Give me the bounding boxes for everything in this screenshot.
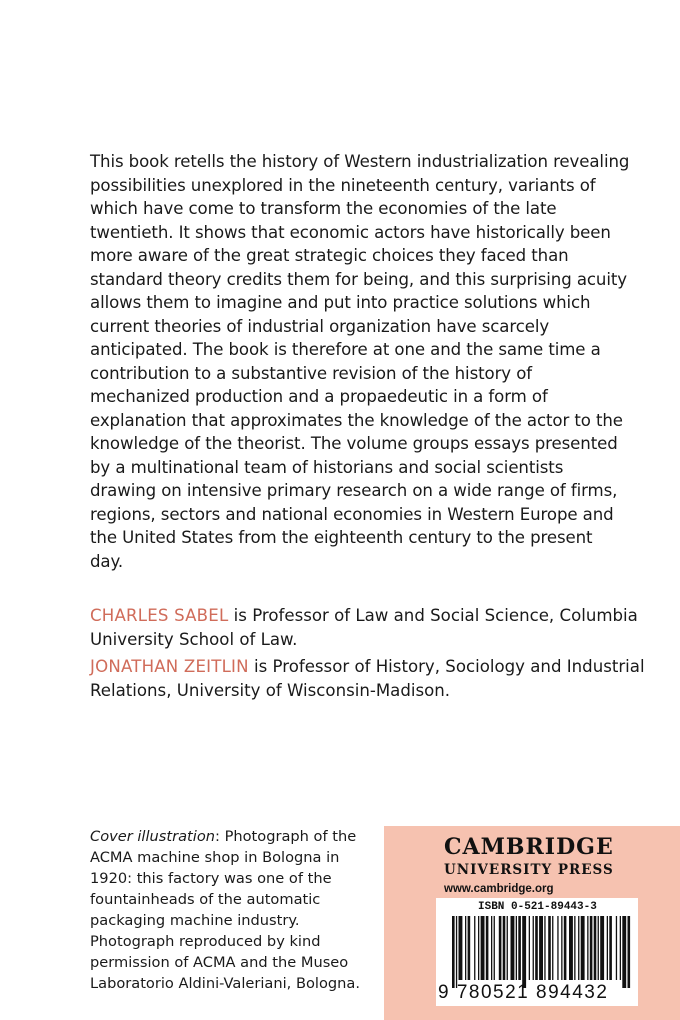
author-description-zeitlin: is Professor of History, Sociology and Industrial Relations, University of Wisconsin-Madison. — [90, 657, 645, 700]
publisher-panel — [384, 826, 680, 1020]
isbn-text: ISBN 0-521-89443-3 — [478, 901, 597, 913]
barcode-number: 9 780521 894432 — [438, 982, 609, 1003]
author-description-sabel: is Professor of Law and Social Science, Columbia University School of Law. — [90, 606, 638, 649]
author-name-zeitlin: JONATHAN ZEITLIN — [90, 657, 249, 676]
publisher-url: www.cambridge.org — [444, 883, 554, 895]
barcode-box — [436, 898, 638, 1006]
book-description: This book retells the history of Western industrialization revealing possibilities unexplored in the nineteenth century, variants of which have come to transform the economies of the late twentieth. It shows that economic actors have historically been more aware of the great strategic choices they faced than standard theory credits them for being, and this surprising acuity allows them to imagine and put into practice solutions which current theories of industrial organization have scarcely anticipated. The book is therefore at one and the same time a contribution to a substantive revision of the history of mechanized production and a propaedeutic in a form of explanation that approximates the knowledge of the actor to the knowledge of the theorist. The volume groups essays presented by a multinational team of historians and social scientists drawing on intensive primary research on a wide range of firms, regions, sectors and national economies in Western Europe and the United States from the eighteenth century to the present day. — [90, 152, 630, 571]
author-bio-sabel — [90, 604, 650, 651]
author-bio-zeitlin — [90, 655, 650, 702]
cover-illustration-caption — [90, 826, 380, 994]
publisher-subtitle: UNIVERSITY PRESS — [444, 862, 614, 878]
cover-illustration-text: : Photograph of the ACMA machine shop in Bologna in 1920: this factory was one of the fountainheads of the automatic packaging machine industry. Photograph reproduced by kind permission of ACMA and the Museo Laboratorio Aldini-Valeriani, Bologna. — [90, 828, 360, 992]
cover-illustration-label: Cover illustration — [90, 828, 216, 845]
publisher-name: CAMBRIDGE — [444, 834, 614, 860]
author-name-sabel: CHARLES SABEL — [90, 606, 229, 625]
